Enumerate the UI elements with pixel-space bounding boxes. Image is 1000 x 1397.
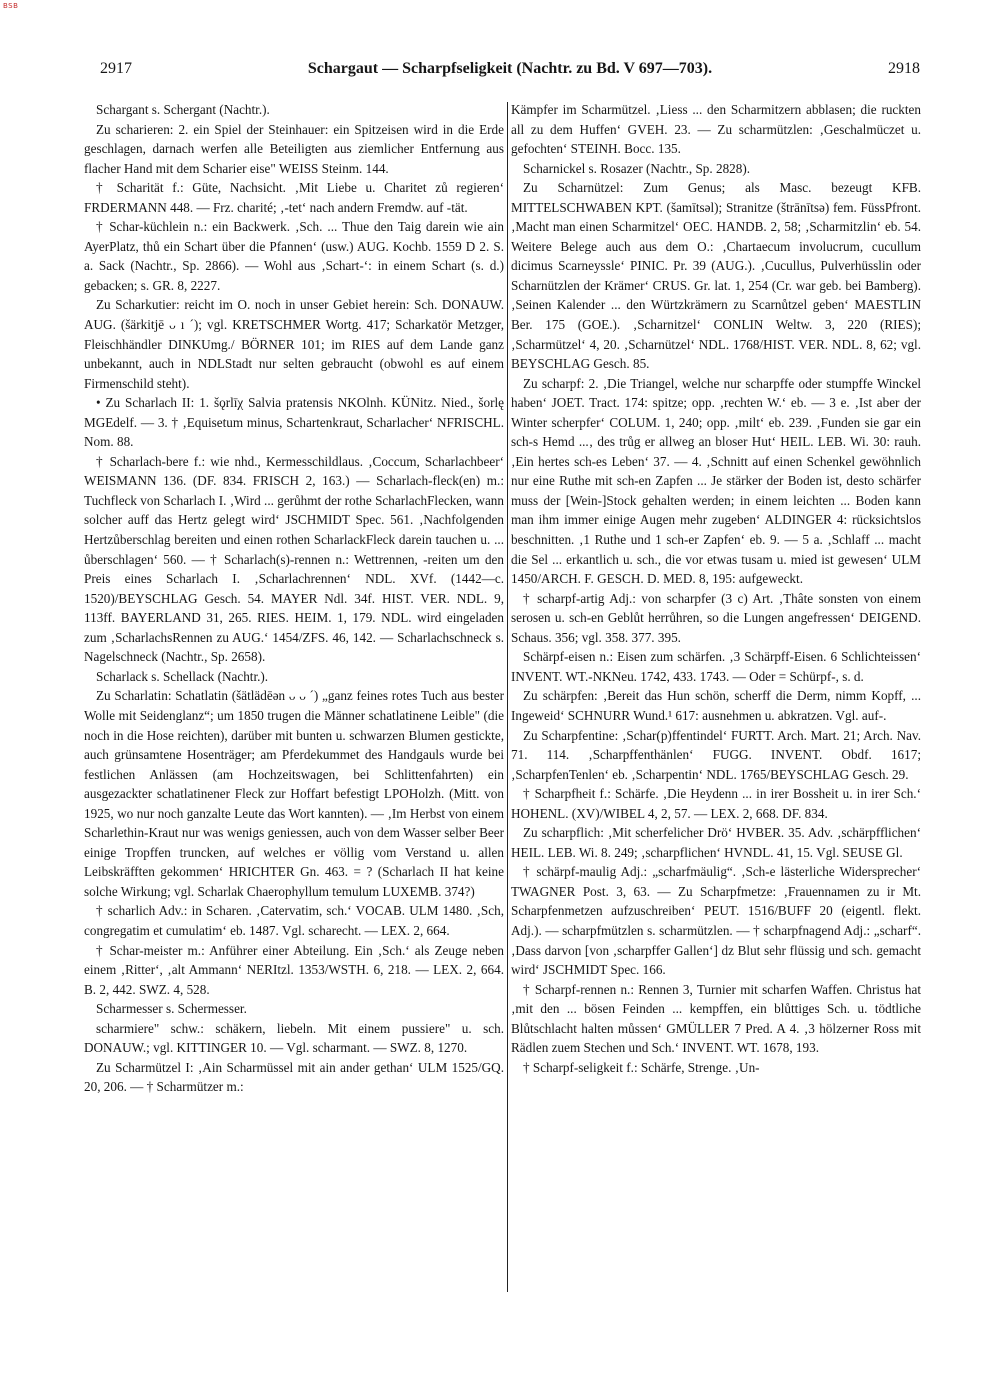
- column-divider: [507, 102, 508, 1292]
- entry-paragraph: † Schar-küchlein n.: ein Backwerk. ‚Sch. ... Thue den Taig darein wie ain AyerPlatz, thů ein Schart über die Pfannen‘ (usw.) AUG. Kochb. 1559 D 2. S. a. Sack (Nachtr., Sp. 2866). — Wohl aus ‚Schart-‘: in einem Schart (s. d.) gebacken; s. GR. 8, 2227.: [84, 219, 504, 293]
- entry-paragraph: Zu scharieren: 2. ein Spiel der Steinhauer: ein Spitzeisen wird in die Erde geschlagen, darnach werfen alle Beteiligten aus ziemlicher Entfernung aus flacher Hand mit dem Scharier eise" WEISS Steinm. 144.: [84, 121, 504, 176]
- entry-paragraph: Zu Scharnützel: Zum Genus; als Masc. bezeugt KFB. MITTELSCHWABEN KPT. (šamītsəl); Stranitze (štrānītsə) fem. FüssPfront. ‚Macht man einen Scharmitzel‘ OEC. HANDB. 2, 58; ‚Scharmitzlin‘ eb. 54. Weitere Belege auch aus dem O.: ‚Chartaecum involucrum, cucullum dicimus Scarneyssle‘ PINIC. Pr. 39 (AUG.). ‚Cucullus, Pulverhüsslin oder Scharnützlen der Krämer‘ CRUS. Gr. lat. 1, 254 (Cr. war geb. bei Bamberg). ‚Seinen Kalender ... den Würtzkrämern zu Scarnůtzel geben‘ MAESTLIN Ber. 175 (GOE.). ‚Scharnitzel‘ CONLIN Weltw. 3, 220 (RIES); ‚Scharmützel‘ 4, 20. ‚Scharnützel‘ NDL. 1768/HIST. VER. NDL. 8, 62; vgl. BEYSCHLAG Gesch. 85.: [511, 180, 921, 372]
- entry-paragraph: Scharlack s. Schellack (Nachtr.).: [96, 668, 269, 684]
- page-number-left: 2917: [100, 60, 132, 77]
- entry-paragraph: Zu Scharkutier: reicht im O. noch in unser Gebiet herein: Sch. DONAUW. AUG. (šärkitjē ᴗ ı ´); vgl. KRETSCHMER Wortg. 417; Scharkatör Metzger, Fleischhändler DINKUmg./ BÖRNER 101; im RIES auf dem Lande ganz unbekannt, auch in NDLStadt nur selten gebraucht (obwohl es auf einem Firmenschild steht).: [84, 297, 504, 391]
- library-corner-mark: BSB: [3, 2, 19, 10]
- entry-paragraph: • Zu Scharlach II: 1. šǫrlīχ Salvia pratensis NKOlnh. KÜNitz. Nied., šorlę MGEdelf. — 3. † ‚Equisetum minus, Schartenkraut, Scharlacher‘ NFRISCHL. Nom. 88.: [84, 395, 504, 450]
- page-number-right: 2918: [888, 60, 920, 77]
- entry-paragraph: Zu scharpflich: ‚Mit scherfelicher Drö‘ HVBER. 35. Adv. ‚schärpfflichen‘ HEIL. LEB. Wi. 8. 249; ‚scharpflichen‘ HVNDL. 41, 15. Vgl. SEUSE Gl.: [511, 825, 921, 860]
- entry-paragraph: Scharmesser s. Schermesser.: [96, 1001, 247, 1017]
- entry-paragraph: Zu Scharpfentine: ‚Schar(p)ffentindel‘ FURTT. Arch. Mart. 21; Arch. Nav. 71. 114. ‚Scharpffenthänlen‘ FUGG. INVENT. Obdf. 1617; ‚ScharpfenTenlen‘ eb. ‚Scharpentin‘ NDL. 1765/BEYSCHLAG Gesch. 29.: [511, 727, 921, 782]
- entry-paragraph: Zu scharpf: 2. ‚Die Triangel, welche nur scharpffe oder stumpffe Winckel haben‘ JOET. Tract. 174: spitze; opp. ‚rechten W.‘ eb. — 3 e. ‚Ist aber der Winter scherpfer‘ COLUM. 1, 240; opp. ‚milt‘ eb. 239. ‚Funden sie gar ein sch-s Hemd ...‚ des trůg er allweg an bloser Hut‘ HEIL. LEB. Wi. 30: rauh. ‚Ein hertes sch-es Leben‘ 37. — 4. ‚Schnitt auf einen Schenkel gewöhnlich nur eine Ruthe mit sch-en Zapfen ... Je stärker der Boden ist, desto schärfer muss der [Wein-]Stock gehalten werden; in einem leichten ... Boden kann man ihm immer einige Augen mehr zugeben‘ ALDINGER 4: rücksichtslos beschnitten. ‚1 Ruthe und 1 sch-er Zapfen‘ eb. 9. — 5 a. ‚Schlaff ... macht die Sel ... erkantlich u. sch., die vor etwas tusam u. mied ist gewesen‘ ULM 1450/ARCH. F. GESCH. D. MED. 8, 195: aufgeweckt.: [511, 375, 921, 587]
- entry-paragraph: † Scharlach-bere f.: wie nhd., Kermesschildlaus. ‚Coccum, Scharlachbeer‘ WEISMANN 136. (DF. 834. FRISCH 2, 163.) — Scharlach-fleck(en) m.: Tuchfleck von Scharlach I. ‚Wird ... gerůhmt der rothe ScharlachFlecken, wann solcher auff das Hertz gelegt wird‘ JSCHMIDT Spec. 561. ‚Nachfolgenden Hertzůberschlag bereiten und einen rothen ScharlackFleck darein tauchen u. ... ůberschlagen‘ 560. — † Scharlach(s)-rennen n.: Wettrennen, -reiten um den Preis eines Scharlach I. ‚Scharlachrennen‘ NDL. XVf. (1442—c. 1520)/BEYSCHLAG Gesch. 54. MAYER Ndl. 34f. HIST. VER. NDL. 9, 113ff. BAYERLAND 31, 265. RIES. HEIM. 1, 179. NDL. wird eingeladen zum ‚ScharlachsRennen zu AUG.‘ 1454/ZFS. 46, 142. — Scharlachschneck s. Nagelschneck (Nachtr., Sp. 2658).: [84, 453, 504, 665]
- right-column: [511, 100, 921, 1077]
- running-title-text: Schargaut — Scharpfseligkeit (Nachtr. zu Bd. V 697—703).: [307, 60, 713, 77]
- entry-paragraph: Schärpf-eisen n.: Eisen zum schärfen. ‚3 Schärpff-Eisen. 6 Schlichteissen‘ INVENT. WT.-NKNeu. 1742, 433. 1743. — Oder = Schürpf-, s. d.: [511, 649, 921, 684]
- entry-paragraph: † Schar-meister m.: Anführer einer Abteilung. Ein ‚Sch.‘ als Zeuge neben einem ‚Ritter‘, ‚alt Ammann‘ NERItzl. 1353/WSTH. 6, 218. — LEX. 2, 664. B. 2, 442. SWZ. 4, 528.: [84, 942, 504, 997]
- entry-paragraph: Zu Scharlatin: Schatlatin (šätlädēən ᴗ ᴗ ´) „ganz feines rotes Tuch aus bester Wolle mit Seidenglanz“; um 1850 trugen die Männer schatlatinene Leible" (die noch in die Hose reichten), darüber mit bunten u. schwarzen Blumen gestickte, auch grünsamtene Hosenträger; am Pferdekummet des Handgauls wurde bei festlichen Anlässen (am Hochzeitswagen, bei Schlittenfahrten) ein ausgezackter schatlatinener Fleck zur Hoffart befestigt LPOHolzh. (Mitt. von 1925, wo nur noch ganzalte Leute das Wort kannten). — ‚Im Herbst von einem Scharlethin-Kraut nur was wenigs geniessen, auch von dem Wasser selber Beer einige Tropffen truncken, auf welches er völlig vom Verstand u. allen Leibskräfften gekommen‘ HRICHTER Gn. 463. = ? (Scharlach II hat keine solche Wirkung; vgl. Scharlak Chaerophyllum temulum LUXEMB. 374?): [84, 688, 504, 899]
- entry-paragraph: Zu Scharmützel I: ‚Ain Scharmüssel mit ain ander gethan‘ ULM 1525/GQ. 20, 206. — † Scharmützer m.:: [84, 1059, 504, 1095]
- left-column: [84, 100, 504, 1097]
- entry-paragraph: † scharpf-artig Adj.: von scharpfer (3 c) Art. ‚Thâte sonsten von einem serosen u. sch-en Geblůt herrůhren, so die Lungen angefressen‘ DEIGEND. Schaus. 356; vgl. 358. 377. 395.: [511, 590, 921, 645]
- entry-paragraph: Kämpfer im Scharmützel. ‚Liess ... den Scharmitzern abblasen; die ruckten all zu dem Huffen‘ GVEH. 23. — Zu scharmützlen: ‚Geschalmüczet u. gefochten‘ STEINH. Bocc. 135.: [511, 102, 921, 157]
- entry-paragraph: † Scharpf-rennen n.: Rennen 3, Turnier mit scharfen Waffen. Christus hat ‚mit den ... bösen Feinden ... kempffen, ein blůttiges Sch. u. tödtliche Blůtschlacht halten můssen‘ GMÜLLER 7 Pred. A 4. ‚3 hölzerner Ross mit Rädlen zuem Stechen und Sch.‘ INVENT. WT. 1678, 193.: [511, 981, 921, 1056]
- running-header: [100, 60, 920, 82]
- entry-paragraph: † Scharpf-seligkeit f.: Schärfe, Strenge. ‚Un-: [523, 1059, 760, 1075]
- running-title: [100, 60, 920, 78]
- entry-paragraph: † scharlich Adv.: in Scharen. ‚Catervatim, sch.‘ VOCAB. ULM 1480. ‚Sch, congregatim et cumulatim‘ eb. 1487. Vgl. scharecht. — LEX. 2, 664.: [84, 903, 504, 938]
- entry-paragraph: Zu schärpfen: ‚Bereit das Hun schön, scherff die Derm, nimm Kopff, ... Ingeweid‘ SCHNURR Wund.¹ 617: ausnehmen u. abkratzen. Vgl. auf-.: [511, 688, 921, 723]
- entry-paragraph: † Scharität f.: Güte, Nachsicht. ‚Mit Liebe u. Charitet zů regieren‘ FRDERMANN 448. — Frz. charité; ‚-tet‘ nach andern Fremdw. auf -tät.: [84, 180, 504, 215]
- entry-paragraph: † schärpf-maulig Adj.: „scharfmäulig“. ‚Sch-e lästerliche Widersprecher‘ TWAGNER Post. 3, 63. — Zu Scharpfmetze: ‚Frauennamen zu ir Mt. Scharpfenmetzen aufzuschreiben‘ PEUT. 1516/BUFF 20 (eigentl. flekt. Adj.). — scharpfmützlen s. scharmützlen. — † scharpfnagend Adj.: „scharf“. ‚Dass darvon [von ‚scharpffer Gallen‘] dz Blut sehr flüssig und sch. gemacht wird‘ JSCHMIDT Spec. 166.: [511, 864, 921, 978]
- entry-paragraph: Scharnickel s. Rosazer (Nachtr., Sp. 2828).: [523, 160, 751, 176]
- entry-paragraph: Schargant s. Schergant (Nachtr.).: [96, 102, 270, 117]
- entry-paragraph: † Scharpfheit f.: Schärfe. ‚Die Heydenn ... in irer Bossheit u. in irer Sch.‘ HOHENL. (XV)/WIBEL 4, 2, 57. — LEX. 2, 668. DF. 834.: [511, 786, 921, 821]
- entry-paragraph: scharmiere" schw.: schäkern, liebeln. Mit einem pussiere" u. sch. DONAUW.; vgl. KITTINGER 10. — Vgl. scharmant. — SWZ. 8, 1270.: [84, 1020, 504, 1056]
